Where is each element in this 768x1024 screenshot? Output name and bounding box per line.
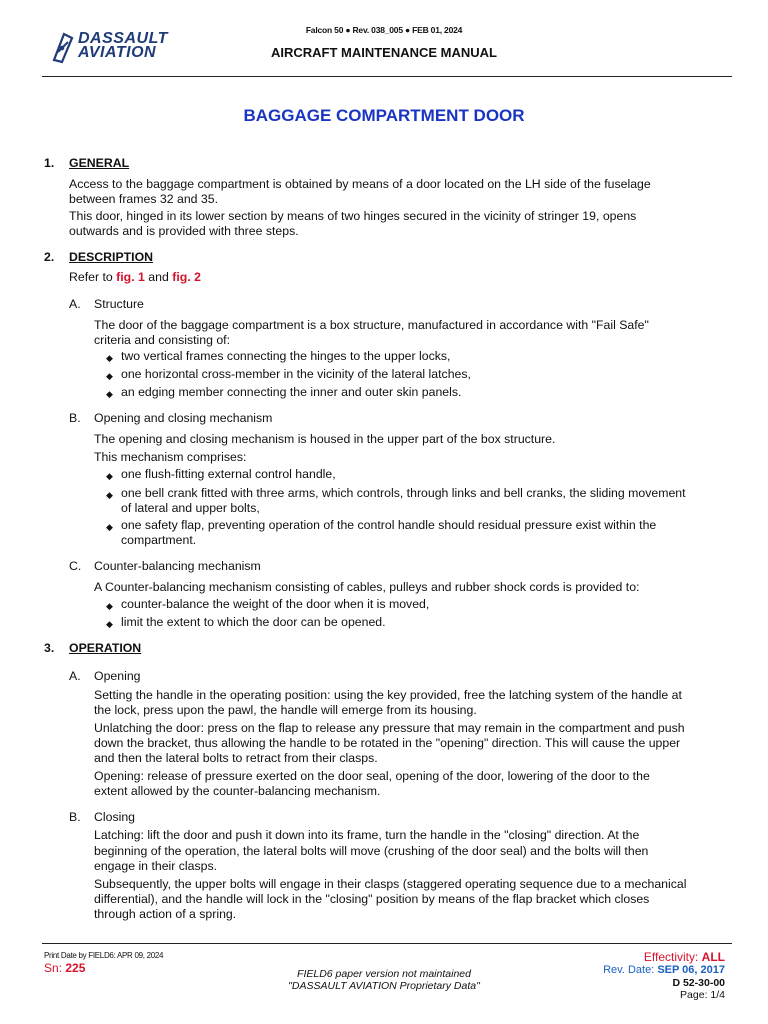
- subsection-title: Counter-balancing mechanism: [94, 559, 261, 573]
- diamond-bullet-icon: ◆: [106, 601, 113, 611]
- list-item: one flush-fitting external control handle,: [121, 467, 336, 481]
- list-item: limit the extent to which the door can be opened.: [121, 615, 386, 629]
- paragraph-line: This door, hinged in its lower section by means of two hinges secured in the vicinity of stringer 19, opens: [69, 209, 637, 223]
- paragraph-line: Setting the handle in the operating position: using the key provided, free the latching system of the handle at: [94, 688, 682, 702]
- diamond-bullet-icon: ◆: [106, 353, 113, 363]
- paragraph-line: A Counter-balancing mechanism consisting of cables, pulleys and rubber shock cords is provided to:: [94, 580, 640, 594]
- effectivity: [644, 950, 725, 964]
- revision-date: [603, 964, 725, 976]
- figure-reference: [69, 270, 201, 285]
- sn-label: Sn:: [44, 961, 66, 975]
- section-title: OPERATION: [69, 641, 142, 655]
- diamond-bullet-icon: ◆: [106, 389, 113, 399]
- effectivity-value: ALL: [701, 950, 725, 964]
- section-number: 2.: [44, 250, 55, 264]
- paragraph-line: the lock, press upon the pawl, the handle will emerge from its housing.: [94, 703, 477, 717]
- paragraph-line: The door of the baggage compartment is a box structure, manufactured in accordance with "Fail Safe": [94, 318, 649, 332]
- diamond-bullet-icon: ◆: [106, 619, 113, 629]
- paragraph-line: down the bracket, thus allowing the handle to be rotated in the "opening" direction. This will cause the upper: [94, 736, 681, 750]
- footer-note: FIELD6 paper version not maintained: [297, 968, 471, 980]
- section-title: GENERAL: [69, 156, 130, 170]
- paragraph-line: The opening and closing mechanism is housed in the upper part of the box structure.: [94, 432, 556, 446]
- refer-text: Refer to: [69, 270, 117, 284]
- paragraph-line: through action of a spring.: [94, 907, 237, 921]
- list-item: an edging member connecting the inner and outer skin panels.: [121, 385, 462, 399]
- footer-divider: [42, 943, 732, 944]
- paragraph-line: criteria and consisting of:: [94, 333, 231, 347]
- paragraph-line: engage in their clasps.: [94, 859, 218, 873]
- list-item: counter-balance the weight of the door when it is moved,: [121, 597, 430, 611]
- page-header: [0, 0, 768, 78]
- paragraph-line: Access to the baggage compartment is obtained by means of a door located on the LH side of the fuselage: [69, 177, 651, 191]
- paragraph-line: Opening: release of pressure exerted on the door seal, opening of the door, lowering of the door to the: [94, 769, 650, 783]
- list-item-continuation: compartment.: [121, 533, 197, 547]
- paragraph-line: differential), and the handle will lock in the "closing" position by means of the flap bracket which closes: [94, 892, 650, 906]
- proprietary-note: "DASSAULT AVIATION Proprietary Data": [288, 980, 480, 992]
- revision-line: Falcon 50 ● Rev. 038_005 ● FEB 01, 2024: [305, 25, 463, 35]
- subsection-label: B.: [69, 411, 81, 425]
- subsection-label: B.: [69, 810, 81, 824]
- list-item: one horizontal cross-member in the vicinity of the lateral latches,: [121, 367, 471, 381]
- subsection-label: A.: [69, 669, 81, 683]
- fig2-link[interactable]: fig. 2: [172, 270, 201, 284]
- logo-text-line2: AVIATION: [78, 44, 157, 61]
- paragraph-line: Unlatching the door: press on the flap to release any pressure that may remain in the compartment and push: [94, 721, 685, 735]
- section-number: 3.: [44, 641, 55, 655]
- paragraph-line: outwards and is provided with three steps.: [69, 224, 299, 238]
- subsection-title: Opening and closing mechanism: [94, 411, 273, 425]
- list-item: one bell crank fitted with three arms, which controls, through links and bell cranks, the sliding movement: [121, 486, 686, 500]
- paragraph-line: This mechanism comprises:: [94, 450, 247, 464]
- subsection-title: Structure: [94, 297, 144, 311]
- list-item-continuation: of lateral and upper bolts,: [121, 501, 260, 515]
- diamond-bullet-icon: ◆: [106, 522, 113, 532]
- diamond-bullet-icon: ◆: [106, 371, 113, 381]
- section-number: 1.: [44, 156, 55, 170]
- print-date: Print Date by FIELD6: APR 09, 2024: [44, 951, 164, 960]
- document-code: D 52-30-00: [672, 977, 725, 989]
- logo-text-line1: DASSAULT: [78, 30, 168, 47]
- subsection-title: Closing: [94, 810, 136, 824]
- section-title: DESCRIPTION: [69, 250, 154, 264]
- manual-title: AIRCRAFT MAINTENANCE MANUAL: [270, 45, 498, 60]
- header-divider: [42, 76, 732, 77]
- rev-date-value: SEP 06, 2017: [657, 964, 725, 976]
- sn-value: 225: [65, 961, 86, 975]
- rev-date-label: Rev. Date:: [603, 964, 658, 976]
- paragraph-line: beginning of the operation, the lateral bolts will move (crushing of the door seal) and the bolts will then: [94, 844, 649, 858]
- list-item: one safety flap, preventing operation of the control handle should residual pressure exist within the: [121, 518, 657, 532]
- page-number: Page: 1/4: [680, 989, 725, 1001]
- list-item: two vertical frames connecting the hinges to the upper locks,: [121, 349, 451, 363]
- paragraph-line: Subsequently, the upper bolts will engage in their clasps (staggered operating sequence due to a mechanical: [94, 877, 687, 891]
- diamond-bullet-icon: ◆: [106, 490, 113, 500]
- refer-and: and: [144, 270, 173, 284]
- fig1-link[interactable]: fig. 1: [116, 270, 145, 284]
- paragraph-line: between frames 32 and 35.: [69, 192, 219, 206]
- diamond-bullet-icon: ◆: [106, 471, 113, 481]
- effectivity-label: Effectivity:: [643, 950, 702, 964]
- subsection-label: A.: [69, 297, 81, 311]
- paragraph-line: extent allowed by the counter-balancing mechanism.: [94, 784, 381, 798]
- paragraph-line: and then the lateral bolts to retract from their clasps.: [94, 751, 378, 765]
- document-title: BAGGAGE COMPARTMENT DOOR: [243, 106, 525, 125]
- subsection-label: C.: [69, 559, 82, 573]
- paragraph-line: Latching: lift the door and push it down into its frame, turn the handle in the "closing" direction. At the: [94, 828, 640, 842]
- subsection-title: Opening: [94, 669, 141, 683]
